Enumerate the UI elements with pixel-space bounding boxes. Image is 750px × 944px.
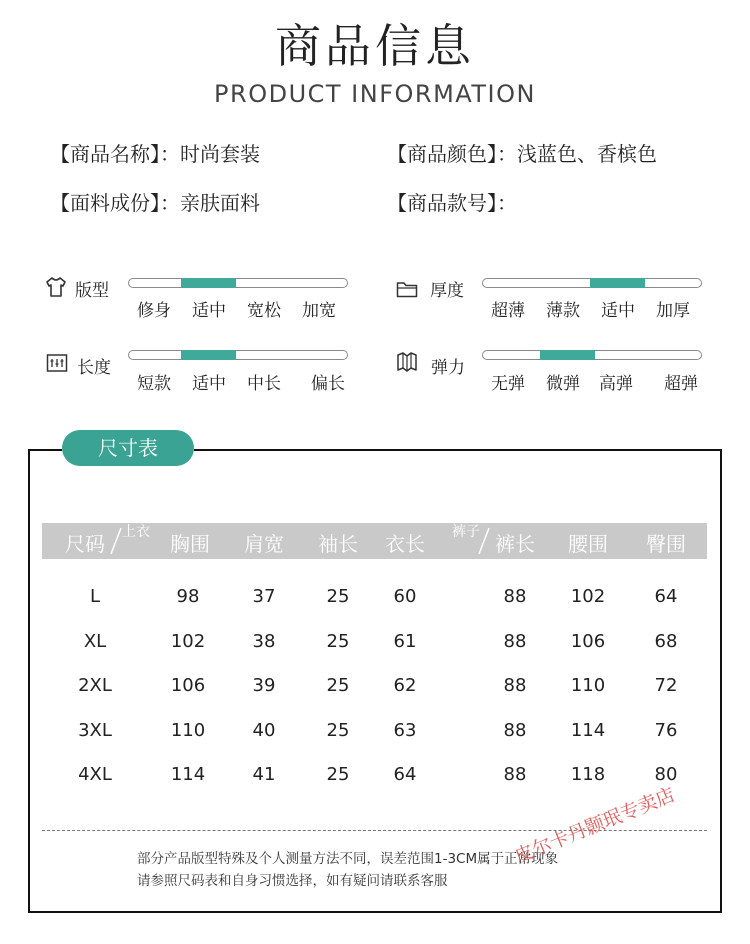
- table-cell: 76: [654, 719, 678, 741]
- elasticity-scale-fill: [540, 350, 595, 360]
- table-cell: 88: [503, 764, 527, 785]
- length-scale-bar: [128, 350, 348, 360]
- table-cell: 38: [252, 630, 276, 652]
- table-cell: 110: [570, 675, 606, 696]
- header-top-group: 上衣: [122, 524, 150, 540]
- table-cell: 80: [654, 764, 678, 785]
- table-cell: 88: [503, 719, 527, 741]
- table-cell: 41: [252, 764, 276, 785]
- table-cell: 106: [570, 630, 606, 652]
- table-cell: 72: [654, 675, 678, 696]
- table-cell: 102: [170, 630, 206, 652]
- table-cell: 88: [503, 630, 527, 652]
- folder-icon: [396, 278, 418, 300]
- product-fabric: 【面料成份】：亲肤面料: [50, 191, 260, 215]
- elasticity-tick: 高弹: [599, 374, 633, 394]
- shirt-icon: [45, 276, 67, 298]
- fit-tick: 适中: [192, 301, 226, 321]
- table-cell: 60: [393, 586, 417, 607]
- table-cell: 68: [654, 630, 678, 652]
- elasticity-scale-bar: [482, 350, 702, 360]
- length-tick: 短款: [137, 374, 171, 394]
- thickness-tick: 超薄: [491, 301, 525, 321]
- note-measurement: 部分产品版型特殊及个人测量方法不同，误差范围1-3CM属于正常现象: [137, 851, 559, 867]
- header-divider: [478, 526, 490, 556]
- fit-tick: 宽松: [247, 301, 281, 321]
- row-size-label: L: [89, 586, 101, 607]
- table-cell: 88: [503, 675, 527, 696]
- elasticity-tick: 无弹: [491, 374, 525, 394]
- table-cell: 114: [570, 719, 606, 741]
- size-table-tab: 尺寸表: [62, 430, 194, 466]
- header-column: 腰围: [568, 532, 608, 556]
- fit-tick: 修身: [137, 301, 171, 321]
- header-divider: [110, 526, 122, 556]
- table-cell: 64: [393, 764, 417, 785]
- table-cell: 37: [252, 586, 276, 607]
- product-name: 【商品名称】：时尚套装: [50, 142, 260, 166]
- table-cell: 88: [503, 586, 527, 607]
- table-cell: 110: [170, 719, 206, 741]
- ruler-icon: [46, 352, 68, 374]
- frame-border: [194, 449, 722, 451]
- thickness-tick: 适中: [601, 301, 635, 321]
- fit-scale-bar: [128, 278, 348, 288]
- header-column: 臀围: [646, 532, 686, 556]
- size-table-frame: [28, 449, 722, 913]
- table-cell: 39: [252, 675, 276, 696]
- header-column: 裤长: [495, 532, 535, 556]
- length-tick: 偏长: [311, 374, 345, 394]
- table-cell: 114: [170, 764, 206, 785]
- row-size-label: XL: [83, 630, 107, 652]
- table-cell: 98: [176, 586, 200, 607]
- table-cell: 25: [326, 675, 350, 696]
- header-pants-group: 裤子: [452, 524, 480, 540]
- elasticity-tick: 超弹: [664, 374, 698, 394]
- table-cell: 118: [570, 764, 606, 785]
- table-cell: 106: [170, 675, 206, 696]
- length-label: 长度: [77, 358, 111, 378]
- fit-label: 版型: [75, 281, 109, 301]
- table-cell: 25: [326, 630, 350, 652]
- thickness-tick: 薄款: [546, 301, 580, 321]
- elasticity-tick: 微弹: [546, 374, 580, 394]
- fit-tick: 加宽: [302, 301, 336, 321]
- thickness-scale-fill: [590, 278, 645, 288]
- table-cell: 64: [654, 586, 678, 607]
- fit-scale-fill: [181, 278, 236, 288]
- header-column: 肩宽: [244, 532, 284, 556]
- header-size: 尺码: [65, 532, 105, 556]
- header-column: 胸围: [170, 532, 210, 556]
- thickness-label: 厚度: [430, 281, 464, 301]
- note-consult: 请参照尺码表和自身习惯选择，如有疑问请联系客服: [137, 873, 448, 889]
- table-cell: 61: [393, 630, 417, 652]
- length-tick: 中长: [247, 374, 281, 394]
- table-cell: 25: [326, 586, 350, 607]
- length-tick: 适中: [192, 374, 226, 394]
- row-size-label: 3XL: [78, 719, 112, 741]
- length-scale-fill: [181, 350, 236, 360]
- thickness-scale-bar: [482, 278, 702, 288]
- table-cell: 102: [570, 586, 606, 607]
- table-cell: 25: [326, 764, 350, 785]
- book-icon: [396, 351, 418, 373]
- thickness-tick: 加厚: [656, 301, 690, 321]
- size-table-header: [42, 523, 707, 559]
- row-size-label: 2XL: [78, 675, 112, 696]
- table-cell: 62: [393, 675, 417, 696]
- header-column: 衣长: [385, 532, 425, 556]
- table-cell: 40: [252, 719, 276, 741]
- store-watermark: 皮尔卡丹颢珉专卖店: [511, 783, 679, 869]
- header-column: 袖长: [318, 532, 358, 556]
- page-title: 商品信息: [275, 19, 475, 73]
- frame-border: [28, 449, 62, 451]
- product-color: 【商品颜色】：浅蓝色、香槟色: [387, 142, 657, 166]
- page-subtitle: PRODUCT INFORMATION: [214, 80, 536, 108]
- row-size-label: 4XL: [78, 764, 112, 785]
- table-cell: 25: [326, 719, 350, 741]
- table-cell: 63: [393, 719, 417, 741]
- product-style-number: 【商品款号】：: [387, 191, 517, 215]
- elasticity-label: 弹力: [431, 358, 465, 378]
